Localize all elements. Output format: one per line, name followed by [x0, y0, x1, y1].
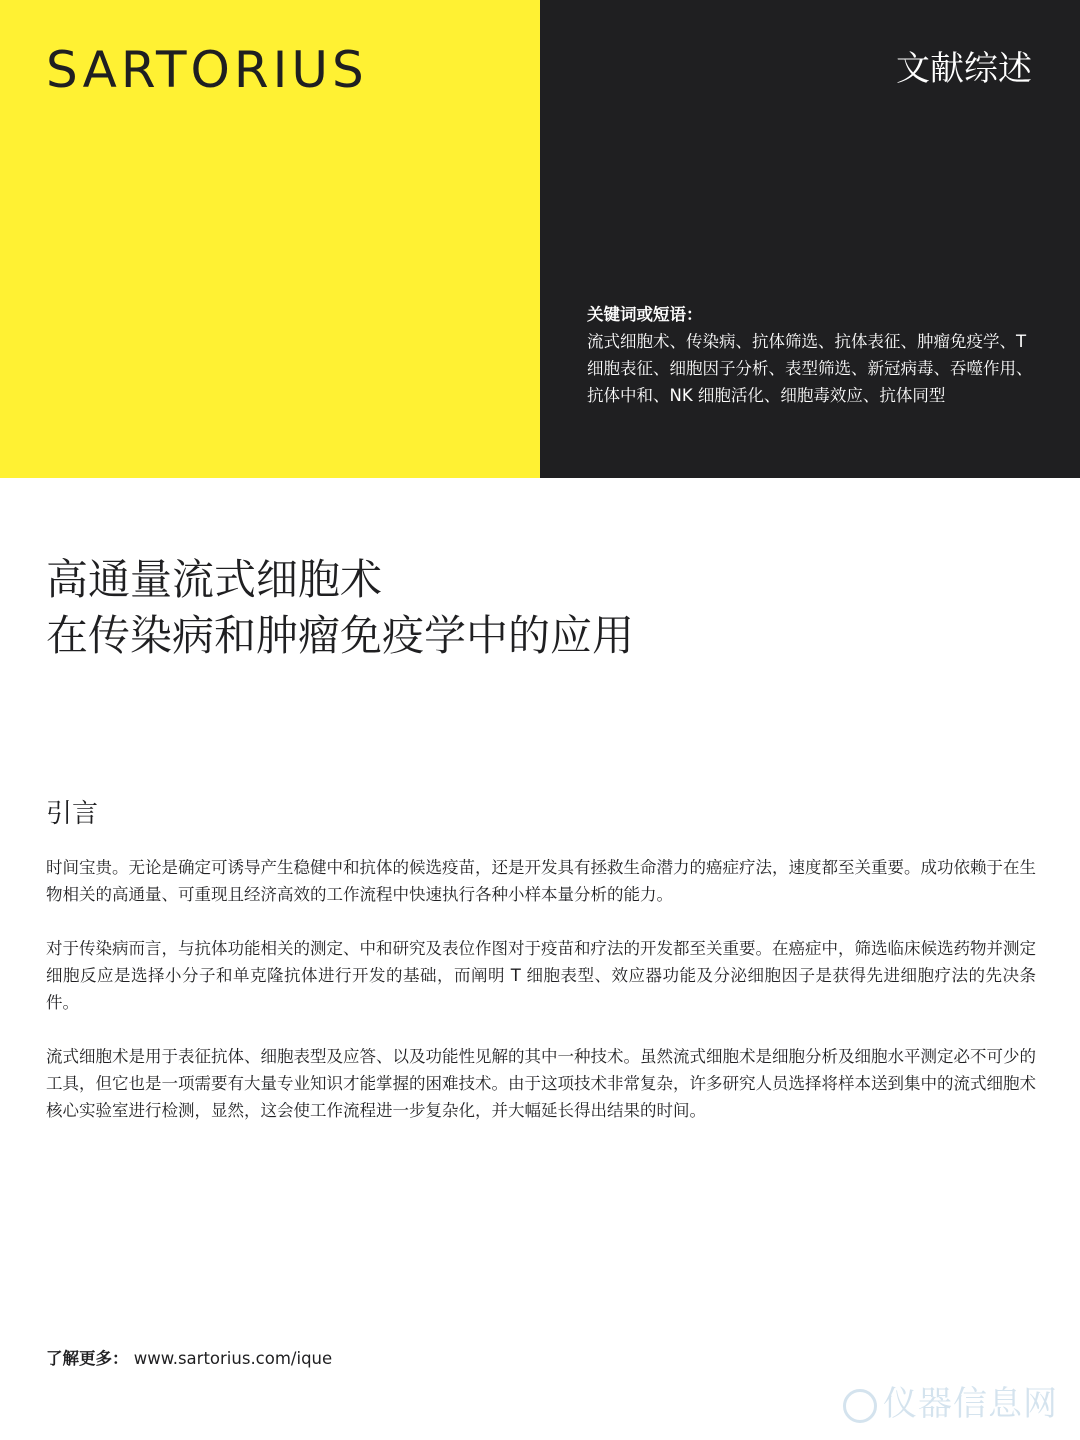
intro-paragraph-2: 对于传染病而言，与抗体功能相关的测定、中和研究及表位作图对于疫苗和疗法的开发都至关重要。在癌症中，筛选临床候选药物并测定细胞反应是选择小分子和单克隆抗体进行开发的基础，而阐明 T 细胞表型、效应器功能及分泌细胞因子是获得先进细胞疗法的先决条件。 [46, 939, 1036, 1012]
sartorius-logo: SARTORIUS [46, 41, 368, 99]
keywords-block [587, 301, 1037, 409]
intro-body [46, 854, 1036, 1151]
header-yellow-panel [0, 0, 540, 478]
page-title-line-2: 在传染病和肿瘤免疫学中的应用 [46, 611, 635, 660]
intro-paragraph-1: 时间宝贵。无论是确定可诱导产生稳健中和抗体的候选疫苗，还是开发具有拯救生命潜力的癌症疗法，速度都至关重要。成功依赖于在生物相关的高通量、可重现且经济高效的工作流程中快速执行各种小样本量分析的能力。 [46, 858, 1036, 904]
watermark [843, 1382, 1058, 1426]
watermark-text: 仪器信息网 [883, 1384, 1058, 1424]
page-title-line-1: 高通量流式细胞术 [46, 555, 383, 604]
watermark-logo-icon [843, 1389, 877, 1423]
page-title [46, 552, 1036, 664]
intro-paragraph-3: 流式细胞术是用于表征抗体、细胞表型及应答、以及功能性见解的其中一种技术。虽然流式细胞术是细胞分析及细胞水平测定必不可少的工具，但它也是一项需要有大量专业知识才能掌握的困难技术。由于这项技术非常复杂，许多研究人员选择将样本送到集中的流式细胞术核心实验室进行检测，显然，这会使工作流程进一步复杂化，并大幅延长得出结果的时间。 [46, 1047, 1036, 1120]
footer-learn-more [46, 1346, 332, 1372]
footer-url-link[interactable]: www.sartorius.com/ique [133, 1349, 333, 1368]
intro-heading: 引言 [46, 799, 99, 829]
document-type-label: 文献综述 [896, 49, 1032, 89]
keywords-list: 流式细胞术、传染病、抗体筛选、抗体表征、肿瘤免疫学、T 细胞表征、细胞因子分析、表型筛选、新冠病毒、吞噬作用、抗体中和、NK 细胞活化、细胞毒效应、抗体同型 [587, 332, 1033, 405]
keywords-heading: 关键词或短语： [587, 305, 703, 324]
footer-label: 了解更多： [46, 1349, 129, 1368]
